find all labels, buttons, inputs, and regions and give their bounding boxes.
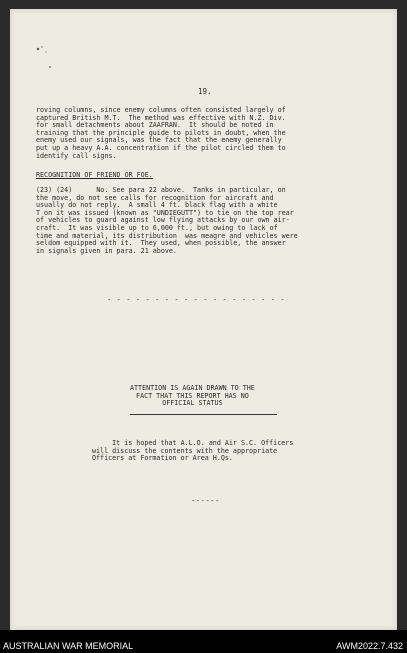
attention-notice: ATTENTION IS AGAIN DRAWN TO THE FACT THAT THIS REPORT HAS NO OFFICIAL STATUS xyxy=(130,384,255,408)
dashed-separator: - - - - - - - - - - - - - - - - - - - xyxy=(107,296,286,304)
footer-institution: AUSTRALIAN WAR MEMORIAL xyxy=(3,641,134,651)
closing-separator: ------ xyxy=(191,497,220,505)
paper-speck-marks xyxy=(32,43,62,73)
paragraph-roving-columns: roving columns, since enemy columns often consisted largely of captured British M.T. The method was effective with N.Z. Div. for small detachments about ZAAFRAN. It should be noted in training that the principle guide to pilots in doubt, when the enemy used our signals, was the fact that the enemy generally put up a heavy A.A. concentration if the pilot circled them to identify call signs. xyxy=(36,106,286,160)
footer-accession-number: AWM2022.7.432 xyxy=(336,641,403,651)
footer-bar xyxy=(0,630,407,653)
document-page xyxy=(10,9,397,630)
paragraph-recognition: (23) (24) No. See para 22 above. Tanks in particular, on the move, do not see calls for recognition for aircraft and usually do not reply. A small 4 ft. black flag with a white T on it was issued (known as "UNDIEGUTT") to tie on the top rear of vehicles to guard against low flying attacks by our own air- craft. It was visible up to 6,000 ft., but owing to lack of time and material, its distribution was meagre and vehicles were seldom equipped with it. They used, when possible, the answer in signals given in para. 21 above. xyxy=(36,186,298,255)
attention-underline xyxy=(130,414,277,415)
section-heading: RECOGNITION OF FRIEND OR FOE. xyxy=(36,171,153,179)
paragraph-officers: It is hoped that A.L.O. and Air S.C. Officers will discuss the contents with the appropriate Officers at Formation or Area H.Qs. xyxy=(92,439,294,463)
page-number: 19. xyxy=(198,87,212,96)
